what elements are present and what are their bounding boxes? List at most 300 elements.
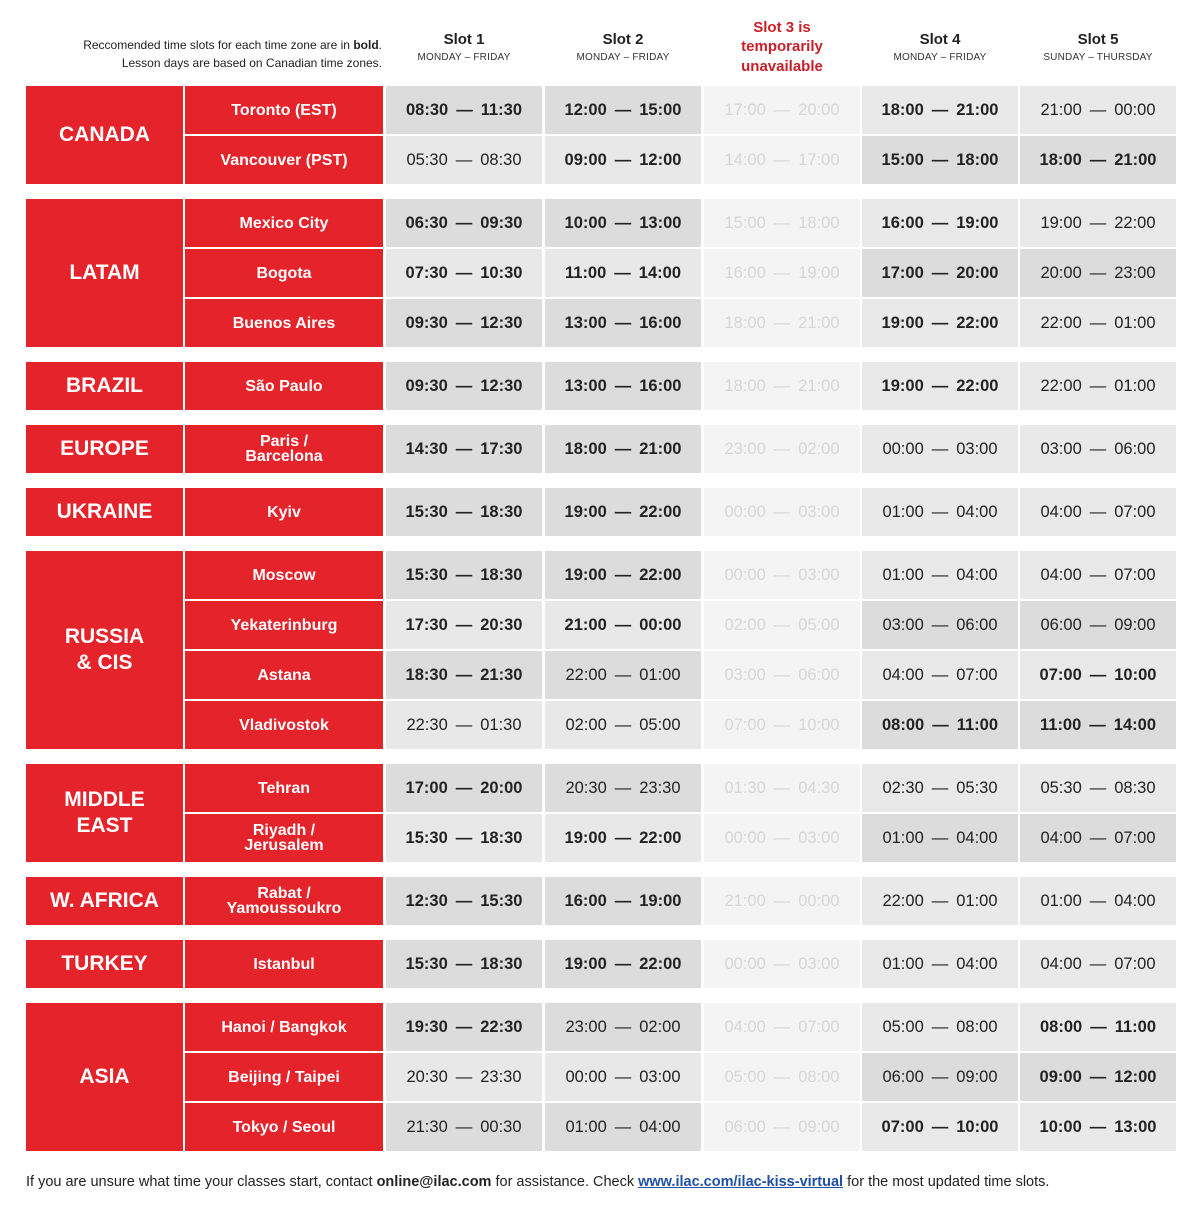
start-time: 13:00 bbox=[564, 313, 607, 332]
slot-title: Slot 5 bbox=[1077, 31, 1119, 48]
time-separator: — bbox=[931, 615, 949, 634]
end-time: 02:00 bbox=[639, 1017, 681, 1036]
end-time: 22:00 bbox=[956, 376, 999, 395]
time-slot-3 bbox=[704, 362, 860, 410]
time-slot-5 bbox=[1020, 86, 1176, 134]
end-time: 18:00 bbox=[956, 150, 999, 169]
time-separator: — bbox=[614, 565, 632, 584]
time-slot-5 bbox=[1020, 362, 1176, 410]
start-time: 08:30 bbox=[406, 100, 449, 119]
start-time: 19:00 bbox=[564, 828, 607, 847]
end-time: 20:00 bbox=[480, 778, 523, 797]
time-separator: — bbox=[614, 150, 632, 169]
start-time: 02:00 bbox=[565, 715, 607, 734]
city-label: Mexico City bbox=[185, 199, 383, 247]
start-time: 19:00 bbox=[564, 502, 607, 521]
time-separator: — bbox=[455, 439, 473, 458]
time-separator: — bbox=[773, 778, 791, 797]
city-label: Tokyo / Seoul bbox=[185, 1103, 383, 1151]
end-time: 01:00 bbox=[639, 665, 681, 684]
region-label: ASIA bbox=[26, 1003, 183, 1151]
end-time: 12:30 bbox=[480, 376, 523, 395]
end-time: 10:00 bbox=[798, 715, 840, 734]
end-time: 09:00 bbox=[956, 1067, 998, 1086]
time-slot-4 bbox=[862, 601, 1018, 649]
time-separator: — bbox=[773, 263, 791, 282]
end-time: 04:00 bbox=[639, 1117, 681, 1136]
slot-title: Slot 4 bbox=[919, 31, 961, 48]
time-separator: — bbox=[455, 263, 473, 282]
time-separator: — bbox=[455, 778, 473, 797]
end-time: 11:00 bbox=[1114, 1017, 1156, 1036]
start-time: 00:00 bbox=[724, 502, 766, 521]
time-separator: — bbox=[773, 1117, 791, 1136]
time-slot-3 bbox=[704, 249, 860, 297]
end-time: 00:00 bbox=[798, 891, 840, 910]
start-time: 18:00 bbox=[724, 313, 766, 332]
time-slot-5 bbox=[1020, 425, 1176, 473]
city-label: Rabat / Yamoussoukro bbox=[185, 877, 383, 925]
slot-header-3 bbox=[704, 12, 860, 82]
time-separator: — bbox=[1089, 1117, 1107, 1136]
start-time: 06:00 bbox=[724, 1117, 766, 1136]
end-time: 11:30 bbox=[480, 100, 522, 119]
time-separator: — bbox=[455, 502, 473, 521]
time-separator: — bbox=[931, 313, 949, 332]
time-separator: — bbox=[1089, 565, 1107, 584]
end-time: 08:30 bbox=[1114, 778, 1156, 797]
city-label: Hanoi / Bangkok bbox=[185, 1003, 383, 1051]
start-time: 08:00 bbox=[882, 715, 925, 734]
city-label: São Paulo bbox=[185, 362, 383, 410]
note-line-1 bbox=[30, 36, 382, 54]
slot-title: Slot 1 bbox=[443, 31, 485, 48]
time-slot-1 bbox=[386, 1103, 542, 1151]
time-separator: — bbox=[455, 1117, 473, 1136]
time-separator: — bbox=[931, 665, 949, 684]
time-slot-5 bbox=[1020, 651, 1176, 699]
start-time: 17:00 bbox=[405, 778, 448, 797]
end-time: 03:00 bbox=[798, 565, 840, 584]
end-time: 22:00 bbox=[1114, 213, 1156, 232]
slot-header-1 bbox=[386, 12, 542, 82]
start-time: 07:30 bbox=[405, 263, 448, 282]
time-separator: — bbox=[455, 213, 473, 232]
start-time: 15:00 bbox=[881, 150, 924, 169]
start-time: 16:00 bbox=[881, 213, 924, 232]
time-separator: — bbox=[614, 263, 631, 282]
time-slot-1 bbox=[386, 362, 542, 410]
end-time: 05:00 bbox=[798, 615, 840, 634]
end-time: 18:30 bbox=[480, 565, 523, 584]
start-time: 09:00 bbox=[1039, 1067, 1082, 1086]
time-separator: — bbox=[773, 502, 791, 521]
time-slot-1 bbox=[386, 249, 542, 297]
city-label: Vladivostok bbox=[185, 701, 383, 749]
start-time: 02:00 bbox=[724, 615, 766, 634]
start-time: 21:00 bbox=[724, 891, 766, 910]
time-slot-4 bbox=[862, 551, 1018, 599]
end-time: 08:00 bbox=[798, 1067, 840, 1086]
time-slot-4 bbox=[862, 136, 1018, 184]
time-separator: — bbox=[614, 502, 632, 521]
time-separator: — bbox=[773, 565, 791, 584]
end-time: 08:00 bbox=[956, 1017, 998, 1036]
start-time: 19:00 bbox=[564, 565, 607, 584]
schedule-link[interactable]: www.ilac.com/ilac-kiss-virtual bbox=[638, 1174, 844, 1190]
slot-days: MONDAY – FRIDAY bbox=[893, 52, 987, 63]
end-time: 18:30 bbox=[480, 502, 523, 521]
end-time: 06:00 bbox=[798, 665, 840, 684]
end-time: 02:00 bbox=[798, 439, 840, 458]
time-slot-2 bbox=[545, 425, 701, 473]
time-separator: — bbox=[931, 263, 949, 282]
time-separator: — bbox=[931, 1067, 949, 1086]
time-slot-3 bbox=[704, 940, 860, 988]
start-time: 21:00 bbox=[1040, 100, 1082, 119]
start-time: 04:00 bbox=[1040, 565, 1082, 584]
note-period: . bbox=[378, 38, 382, 52]
time-slot-3 bbox=[704, 136, 860, 184]
time-slot-3 bbox=[704, 651, 860, 699]
city-label: Yekaterinburg bbox=[185, 601, 383, 649]
time-slot-2 bbox=[545, 362, 701, 410]
time-separator: — bbox=[931, 439, 949, 458]
slot-title: Slot 2 bbox=[602, 31, 644, 48]
end-time: 12:00 bbox=[1114, 1067, 1157, 1086]
end-time: 07:00 bbox=[1114, 954, 1156, 973]
end-time: 05:00 bbox=[639, 715, 681, 734]
note-bold-word: bold bbox=[353, 38, 379, 52]
time-separator: — bbox=[1089, 376, 1107, 395]
start-time: 14:00 bbox=[724, 150, 766, 169]
time-separator: — bbox=[773, 828, 791, 847]
start-time: 17:00 bbox=[881, 263, 924, 282]
start-time: 01:00 bbox=[565, 1117, 607, 1136]
time-slot-1 bbox=[386, 86, 542, 134]
time-separator: — bbox=[455, 376, 473, 395]
time-separator: — bbox=[614, 891, 632, 910]
time-separator: — bbox=[773, 615, 791, 634]
slot-header-5 bbox=[1020, 12, 1176, 82]
start-time: 19:30 bbox=[405, 1017, 448, 1036]
time-slot-1 bbox=[386, 488, 542, 536]
time-separator: — bbox=[1089, 263, 1107, 282]
end-time: 23:00 bbox=[1114, 263, 1156, 282]
end-time: 13:00 bbox=[1114, 1117, 1157, 1136]
start-time: 00:00 bbox=[882, 439, 924, 458]
time-separator: — bbox=[1089, 502, 1107, 521]
end-time: 04:00 bbox=[956, 954, 998, 973]
start-time: 22:30 bbox=[406, 715, 448, 734]
end-time: 21:00 bbox=[639, 439, 682, 458]
start-time: 15:30 bbox=[405, 502, 448, 521]
start-time: 15:30 bbox=[405, 565, 448, 584]
time-slot-2 bbox=[545, 814, 701, 862]
start-time: 22:00 bbox=[1040, 313, 1082, 332]
time-slot-5 bbox=[1020, 136, 1176, 184]
end-time: 00:30 bbox=[480, 1117, 522, 1136]
time-slot-2 bbox=[545, 1053, 701, 1101]
city-label: Toronto (EST) bbox=[185, 86, 383, 134]
start-time: 07:00 bbox=[1039, 665, 1082, 684]
start-time: 08:00 bbox=[1040, 1017, 1083, 1036]
start-time: 04:00 bbox=[1040, 828, 1082, 847]
time-separator: — bbox=[1089, 665, 1107, 684]
time-slot-2 bbox=[545, 651, 701, 699]
time-slot-4 bbox=[862, 940, 1018, 988]
end-time: 22:30 bbox=[480, 1017, 523, 1036]
start-time: 20:30 bbox=[565, 778, 607, 797]
time-slot-5 bbox=[1020, 199, 1176, 247]
start-time: 01:00 bbox=[882, 565, 924, 584]
end-time: 01:00 bbox=[1114, 313, 1156, 332]
city-label: Tehran bbox=[185, 764, 383, 812]
time-slot-4 bbox=[862, 814, 1018, 862]
note-text: Reccomended time slots for each time zone are in bbox=[83, 38, 354, 52]
time-slot-5 bbox=[1020, 877, 1176, 925]
footer-note bbox=[26, 1174, 1049, 1190]
time-separator: — bbox=[1090, 1017, 1107, 1036]
start-time: 01:00 bbox=[882, 954, 924, 973]
start-time: 02:30 bbox=[882, 778, 924, 797]
end-time: 16:00 bbox=[639, 313, 682, 332]
region-label: TURKEY bbox=[26, 940, 183, 988]
time-separator: — bbox=[1089, 891, 1107, 910]
end-time: 17:30 bbox=[480, 439, 523, 458]
time-slot-5 bbox=[1020, 551, 1176, 599]
time-separator: — bbox=[614, 1017, 632, 1036]
time-separator: — bbox=[614, 828, 632, 847]
end-time: 23:30 bbox=[480, 1067, 522, 1086]
start-time: 09:30 bbox=[405, 313, 448, 332]
time-slot-4 bbox=[862, 764, 1018, 812]
end-time: 03:00 bbox=[639, 1067, 681, 1086]
time-separator: — bbox=[773, 1067, 791, 1086]
end-time: 23:30 bbox=[639, 778, 681, 797]
time-separator: — bbox=[614, 715, 632, 734]
end-time: 21:00 bbox=[1114, 150, 1157, 169]
time-slot-4 bbox=[862, 249, 1018, 297]
start-time: 23:00 bbox=[724, 439, 766, 458]
start-time: 00:00 bbox=[724, 828, 766, 847]
time-slot-3 bbox=[704, 488, 860, 536]
time-separator: — bbox=[773, 150, 791, 169]
end-time: 13:00 bbox=[639, 213, 682, 232]
time-slot-3 bbox=[704, 764, 860, 812]
end-time: 22:00 bbox=[639, 828, 682, 847]
time-separator: — bbox=[773, 213, 791, 232]
time-slot-1 bbox=[386, 551, 542, 599]
end-time: 21:00 bbox=[956, 100, 999, 119]
time-slot-4 bbox=[862, 877, 1018, 925]
end-time: 09:30 bbox=[480, 213, 523, 232]
end-time: 22:00 bbox=[639, 954, 682, 973]
time-separator: — bbox=[455, 715, 473, 734]
start-time: 19:00 bbox=[881, 376, 924, 395]
start-time: 07:00 bbox=[724, 715, 766, 734]
time-slot-3 bbox=[704, 601, 860, 649]
time-separator: — bbox=[455, 665, 473, 684]
footer-text-mid: for assistance. Check bbox=[491, 1174, 639, 1190]
time-separator: — bbox=[614, 954, 632, 973]
time-slot-2 bbox=[545, 1003, 701, 1051]
time-slot-4 bbox=[862, 425, 1018, 473]
start-time: 19:00 bbox=[564, 954, 607, 973]
time-slot-2 bbox=[545, 488, 701, 536]
end-time: 04:00 bbox=[956, 828, 998, 847]
time-separator: — bbox=[773, 313, 791, 332]
time-slot-1 bbox=[386, 299, 542, 347]
time-separator: — bbox=[932, 715, 949, 734]
start-time: 05:00 bbox=[882, 1017, 924, 1036]
time-slot-3 bbox=[704, 877, 860, 925]
start-time: 09:30 bbox=[405, 376, 448, 395]
end-time: 15:30 bbox=[480, 891, 523, 910]
time-separator: — bbox=[931, 778, 949, 797]
time-slot-2 bbox=[545, 136, 701, 184]
city-label: Beijing / Taipei bbox=[185, 1053, 383, 1101]
time-slot-5 bbox=[1020, 940, 1176, 988]
start-time: 05:00 bbox=[724, 1067, 766, 1086]
time-slot-1 bbox=[386, 1053, 542, 1101]
time-separator: — bbox=[931, 891, 949, 910]
start-time: 05:30 bbox=[406, 150, 448, 169]
end-time: 20:00 bbox=[798, 100, 840, 119]
start-time: 04:00 bbox=[1040, 502, 1082, 521]
end-time: 20:00 bbox=[956, 263, 999, 282]
start-time: 18:00 bbox=[564, 439, 607, 458]
start-time: 00:00 bbox=[724, 954, 766, 973]
end-time: 04:00 bbox=[956, 502, 998, 521]
time-slot-4 bbox=[862, 651, 1018, 699]
time-slot-1 bbox=[386, 701, 542, 749]
region-label: RUSSIA & CIS bbox=[26, 551, 183, 749]
region-label: EUROPE bbox=[26, 425, 183, 473]
start-time: 10:00 bbox=[564, 213, 607, 232]
time-separator: — bbox=[614, 1067, 632, 1086]
end-time: 19:00 bbox=[639, 891, 682, 910]
start-time: 06:30 bbox=[405, 213, 448, 232]
time-slot-1 bbox=[386, 764, 542, 812]
time-separator: — bbox=[931, 213, 949, 232]
time-separator: — bbox=[455, 565, 473, 584]
time-slot-1 bbox=[386, 199, 542, 247]
end-time: 21:00 bbox=[798, 376, 840, 395]
time-separator: — bbox=[455, 1017, 473, 1036]
time-slot-3 bbox=[704, 199, 860, 247]
start-time: 18:30 bbox=[405, 665, 448, 684]
start-time: 15:00 bbox=[724, 213, 766, 232]
city-label: Kyiv bbox=[185, 488, 383, 536]
region-label: W. AFRICA bbox=[26, 877, 183, 925]
time-slot-2 bbox=[545, 940, 701, 988]
end-time: 19:00 bbox=[798, 263, 840, 282]
start-time: 01:00 bbox=[882, 828, 924, 847]
end-time: 10:30 bbox=[480, 263, 523, 282]
time-separator: — bbox=[1089, 828, 1107, 847]
start-time: 16:00 bbox=[724, 263, 766, 282]
time-separator: — bbox=[1089, 1067, 1107, 1086]
end-time: 18:00 bbox=[798, 213, 840, 232]
end-time: 00:00 bbox=[1114, 100, 1156, 119]
start-time: 13:00 bbox=[564, 376, 607, 395]
city-label: Astana bbox=[185, 651, 383, 699]
time-slot-4 bbox=[862, 1103, 1018, 1151]
footer-text-end: for the most updated time slots. bbox=[843, 1174, 1050, 1190]
time-slot-4 bbox=[862, 488, 1018, 536]
end-time: 14:00 bbox=[1113, 715, 1156, 734]
start-time: 14:30 bbox=[405, 439, 448, 458]
time-slot-5 bbox=[1020, 814, 1176, 862]
end-time: 07:00 bbox=[1114, 502, 1156, 521]
time-slot-2 bbox=[545, 199, 701, 247]
region-label: BRAZIL bbox=[26, 362, 183, 410]
time-separator: — bbox=[1089, 954, 1107, 973]
end-time: 18:30 bbox=[480, 954, 523, 973]
time-separator: — bbox=[614, 778, 632, 797]
time-separator: — bbox=[931, 502, 949, 521]
end-time: 17:00 bbox=[798, 150, 840, 169]
start-time: 12:30 bbox=[405, 891, 448, 910]
time-slot-1 bbox=[386, 425, 542, 473]
start-time: 03:00 bbox=[724, 665, 766, 684]
slot-days: MONDAY – FRIDAY bbox=[576, 52, 670, 63]
end-time: 22:00 bbox=[956, 313, 999, 332]
time-slot-5 bbox=[1020, 1103, 1176, 1151]
time-separator: — bbox=[455, 615, 473, 634]
end-time: 07:00 bbox=[1114, 828, 1156, 847]
time-slot-1 bbox=[386, 651, 542, 699]
time-separator: — bbox=[614, 439, 632, 458]
time-slot-3 bbox=[704, 814, 860, 862]
end-time: 03:00 bbox=[956, 439, 998, 458]
time-slot-4 bbox=[862, 701, 1018, 749]
time-separator: — bbox=[1089, 150, 1107, 169]
end-time: 05:30 bbox=[956, 778, 998, 797]
time-slot-5 bbox=[1020, 299, 1176, 347]
time-slot-1 bbox=[386, 814, 542, 862]
start-time: 22:00 bbox=[1040, 376, 1082, 395]
end-time: 22:00 bbox=[639, 502, 682, 521]
end-time: 01:00 bbox=[1114, 376, 1156, 395]
time-separator: — bbox=[773, 665, 791, 684]
end-time: 03:00 bbox=[798, 954, 840, 973]
start-time: 20:30 bbox=[406, 1067, 448, 1086]
city-label: Vancouver (PST) bbox=[185, 136, 383, 184]
contact-email[interactable]: online@ilac.com bbox=[376, 1174, 492, 1190]
time-slot-2 bbox=[545, 1103, 701, 1151]
start-time: 15:30 bbox=[405, 954, 448, 973]
time-separator: — bbox=[1089, 213, 1107, 232]
time-separator: — bbox=[931, 376, 949, 395]
time-slot-4 bbox=[862, 362, 1018, 410]
start-time: 04:00 bbox=[724, 1017, 766, 1036]
time-slot-5 bbox=[1020, 249, 1176, 297]
time-slot-4 bbox=[862, 1053, 1018, 1101]
time-slot-1 bbox=[386, 136, 542, 184]
footer-text: If you are unsure what time your classes start, contact bbox=[26, 1174, 377, 1190]
time-slot-1 bbox=[386, 877, 542, 925]
time-separator: — bbox=[931, 1117, 949, 1136]
time-separator: — bbox=[931, 100, 949, 119]
time-separator: — bbox=[931, 828, 949, 847]
start-time: 05:30 bbox=[1040, 778, 1082, 797]
time-separator: — bbox=[931, 565, 949, 584]
slot-header-2 bbox=[545, 12, 701, 82]
time-separator: — bbox=[773, 891, 791, 910]
start-time: 22:00 bbox=[565, 665, 607, 684]
